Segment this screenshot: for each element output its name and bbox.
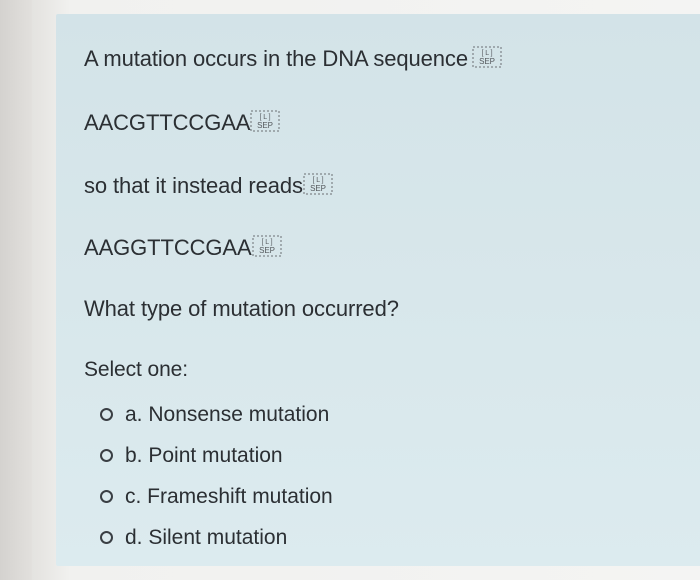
- option-d[interactable]: [100, 517, 333, 558]
- select-label-text: Select one:: [84, 358, 188, 381]
- radio-button-icon[interactable]: [100, 490, 113, 503]
- mutated-sequence-line: [84, 234, 282, 262]
- svg-text:[ L ]: [ L ]: [261, 239, 273, 246]
- option-a[interactable]: [100, 394, 333, 435]
- question-card: [56, 14, 700, 566]
- question-text: A mutation occurs in the DNA sequence: [84, 46, 468, 71]
- background-edge: [0, 0, 32, 580]
- radio-button-icon[interactable]: [100, 449, 113, 462]
- mutated-sequence: AAGGTTCCGAA: [84, 235, 252, 260]
- option-c[interactable]: [100, 476, 333, 517]
- sep-placeholder-icon: [303, 173, 333, 195]
- original-sequence-line: [84, 109, 280, 137]
- question-line-1: [84, 45, 502, 73]
- sep-placeholder-icon: [250, 110, 280, 132]
- svg-text:SEP: SEP: [479, 57, 495, 66]
- original-sequence: AACGTTCCGAA: [84, 110, 251, 135]
- prompt-text: What type of mutation occurred?: [84, 296, 399, 321]
- svg-text:[ L ]: [ L ]: [312, 177, 324, 184]
- question-text-2: so that it instead reads: [84, 173, 303, 198]
- option-a-label[interactable]: a. Nonsense mutation: [125, 402, 330, 426]
- option-b[interactable]: [100, 435, 333, 476]
- sep-placeholder-icon: [252, 235, 282, 257]
- option-c-label[interactable]: c. Frameshift mutation: [125, 484, 333, 508]
- option-d-label[interactable]: d. Silent mutation: [125, 525, 288, 549]
- svg-text:[ L ]: [ L ]: [259, 114, 271, 121]
- option-b-label[interactable]: b. Point mutation: [125, 443, 283, 467]
- radio-button-icon[interactable]: [100, 531, 113, 544]
- svg-text:SEP: SEP: [257, 121, 274, 130]
- answer-options: [100, 394, 333, 558]
- sep-placeholder-icon: [472, 46, 502, 68]
- question-line-3: [84, 172, 333, 200]
- radio-button-icon[interactable]: [100, 408, 113, 421]
- svg-text:SEP: SEP: [258, 246, 275, 255]
- svg-text:[ L ]: [ L ]: [481, 50, 493, 57]
- select-one-label: [84, 356, 188, 384]
- question-prompt: [84, 295, 399, 323]
- svg-text:SEP: SEP: [310, 184, 326, 193]
